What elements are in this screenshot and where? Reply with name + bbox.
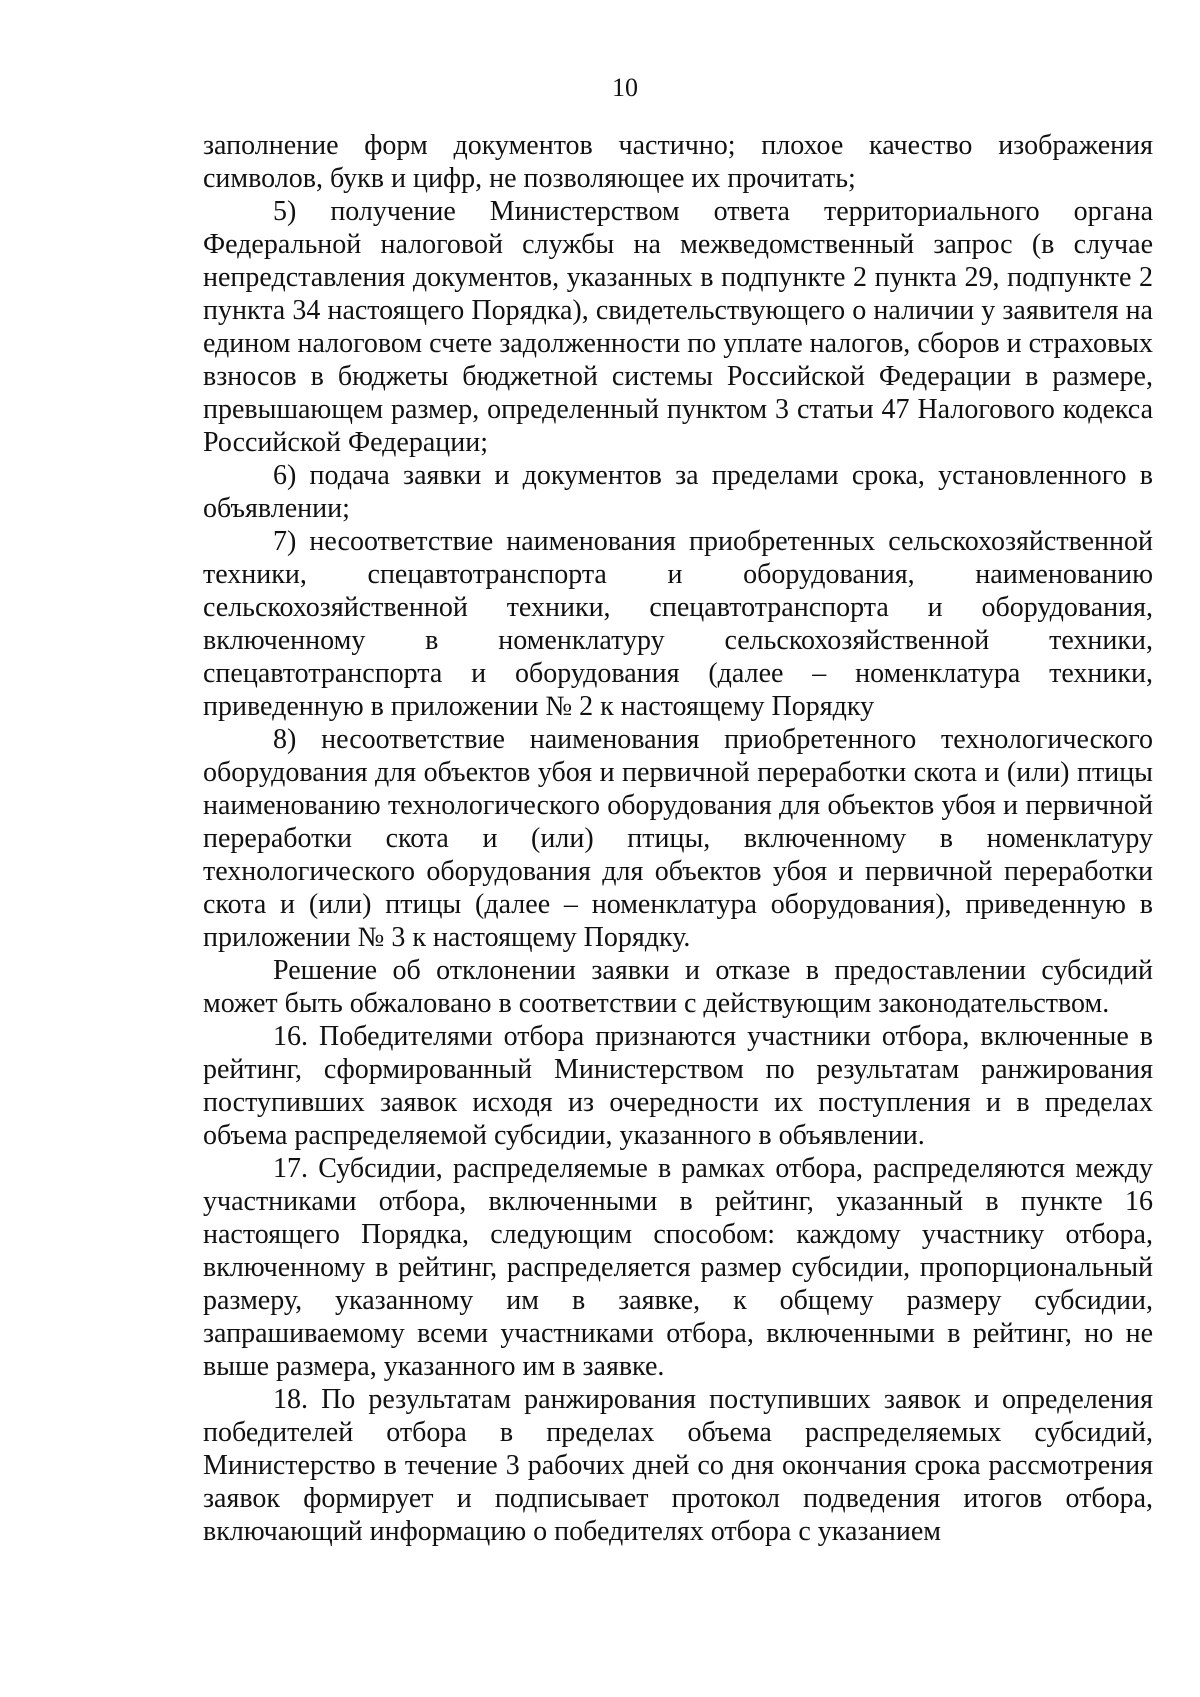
paragraph-item-8: 8) несоответствие наименования приобретенного технологического оборудования для объектов убоя и первичной переработки скота и (или) птицы наименованию технологического оборудования для объектов убоя и первичной переработки скота и (или) птицы, включенному в номенклатуру технологического оборудования для объектов убоя и первичной переработки скота и (или) птицы (далее – номенклатура оборудования), приведенную в приложении № 3 к настоящему Порядку. xyxy=(203,724,1153,953)
paragraph-17: 17. Субсидии, распределяемые в рамках отбора, распределяются между участниками отбора, включенными в рейтинг, указанный в пункте 16 настоящего Порядка, следующим способом: каждому участнику отбора, включенному в рейтинг, распределяется размер субсидии, пропорциональный размеру, указанному им в заявке, к общему размеру субсидии, запрашиваемому всеми участниками отбора, включенными в рейтинг, но не выше размера, указанного им в заявке. xyxy=(203,1153,1153,1382)
document-body xyxy=(203,129,1153,1548)
paragraph-item-7: 7) несоответствие наименования приобретенных сельскохозяйственной техники, спецавтотранспорта и оборудования, наименованию сельскохозяйственной техники, спецавтотранспорта и оборудования, включенному в номенклатуру сельскохозяйственной техники, спецавтотранспорта и оборудования (далее – номенклатура техники, приведенную в приложении № 2 к настоящему Порядку xyxy=(203,526,1153,722)
page-number: 10 xyxy=(612,73,638,102)
paragraph-appeal: Решение об отклонении заявки и отказе в предоставлении субсидий может быть обжаловано в соответствии с действующим законодательством. xyxy=(203,955,1153,1019)
paragraph-continuation: заполнение форм документов частично; плохое качество изображения символов, букв и цифр, не позволяющее их прочитать; xyxy=(203,130,1153,194)
paragraph-16: 16. Победителями отбора признаются участники отбора, включенные в рейтинг, сформированный Министерством по результатам ранжирования поступивших заявок исходя из очередности их поступления и в пределах объема распределяемой субсидии, указанного в объявлении. xyxy=(203,1021,1153,1151)
paragraph-18: 18. По результатам ранжирования поступивших заявок и определения победителей отбора в пределах объема распределяемых субсидий, Министерство в течение 3 рабочих дней со дня окончания срока рассмотрения заявок формирует и подписывает протокол подведения итогов отбора, включающий информацию о победителях отбора с указанием xyxy=(203,1384,1153,1547)
paragraph-item-6: 6) подача заявки и документов за пределами срока, установленного в объявлении; xyxy=(203,460,1153,524)
paragraph-item-5: 5) получение Министерством ответа территориального органа Федеральной налоговой службы на межведомственный запрос (в случае непредставления документов, указанных в подпункте 2 пункта 29, подпункте 2 пункта 34 настоящего Порядка), свидетельствующего о наличии у заявителя на едином налоговом счете задолженности по уплате налогов, сборов и страховых взносов в бюджеты бюджетной системы Российской Федерации в размере, превышающем размер, определенный пунктом 3 статьи 47 Налогового кодекса Российской Федерации; xyxy=(203,196,1153,458)
